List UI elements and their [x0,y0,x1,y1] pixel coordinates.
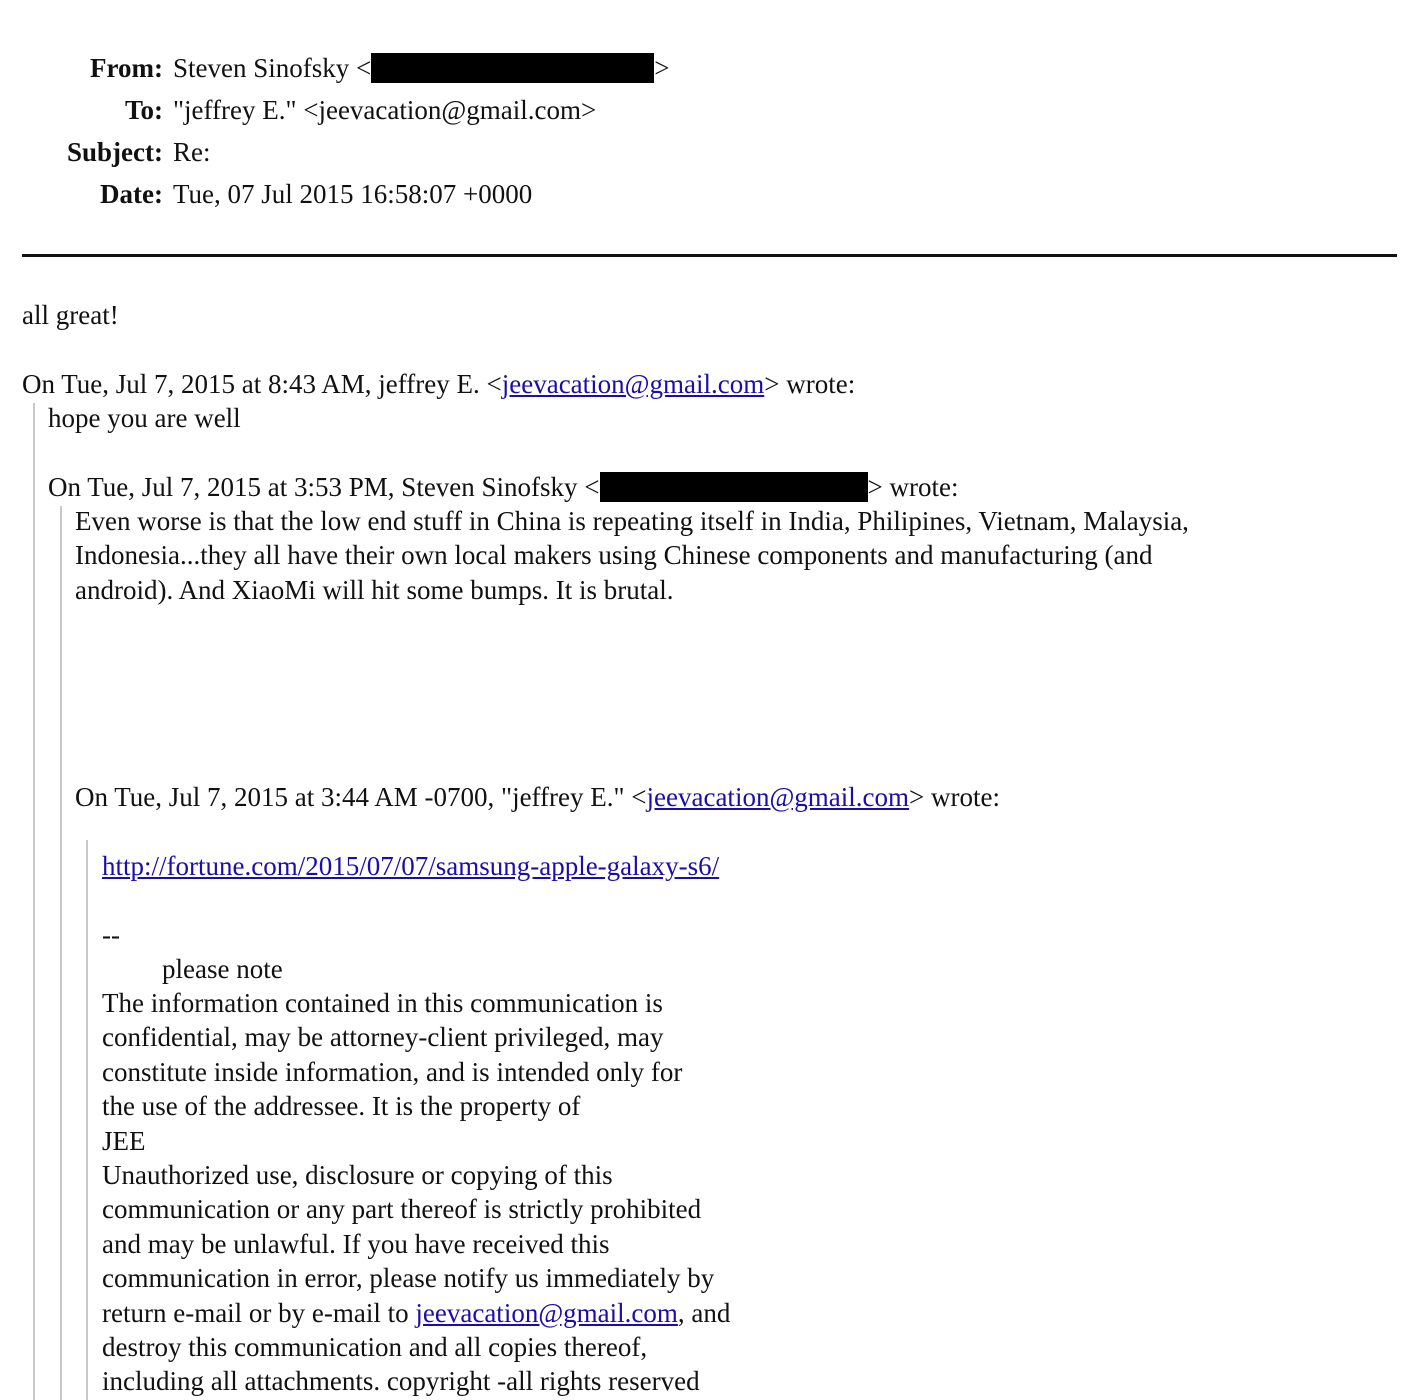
disclaimer-line: constitute inside information, and is intended only for [102,1057,683,1087]
disclaimer-email-prefix: return e-mail or by e-mail to [102,1298,416,1328]
disclaimer-line: The information contained in this communication is [102,988,663,1018]
redacted-email-block [371,53,654,83]
quote1-attribution-prefix: On Tue, Jul 7, 2015 at 8:43 AM, jeffrey E. < [22,369,502,399]
date-label: Date: [100,179,163,209]
quote1-attribution [22,367,855,401]
header-to [0,93,900,127]
subject-label: Subject: [67,137,163,167]
quote1-attribution-suffix: > wrote: [764,369,856,399]
disclaimer-email-link[interactable]: jeevacation@gmail.com [415,1298,678,1328]
disclaimer-line: the use of the addressee. It is the property of [102,1091,581,1121]
quote3-attribution [75,780,1000,814]
header-from [0,51,900,85]
to-value: "jeffrey E." <jeevacation@gmail.com> [173,95,597,125]
header-date [0,177,900,211]
disclaimer-email-line [102,1296,730,1330]
quote2-line-1: Even worse is that the low end stuff in China is repeating itself in India, Philipines, Vietnam, Malaysia, [75,506,1189,536]
from-value-end: > [654,53,670,83]
quote2-attribution-suffix: > wrote: [867,472,959,502]
disclaimer-line: including all attachments. copyright -all rights reserved [102,1366,700,1396]
signature-note: please note [162,954,283,984]
quote1-text: hope you are well [48,403,241,433]
quote1-bar [33,403,35,1400]
from-label: From: [90,53,163,83]
disclaimer-line: communication in error, please notify us immediately by [102,1263,715,1293]
header-subject [0,135,900,169]
disclaimer-line: communication or any part thereof is strictly prohibited [102,1194,702,1224]
quote3-email-link[interactable]: jeevacation@gmail.com [646,782,910,812]
quote2-line-2: Indonesia...they all have their own local makers using Chinese components and manufacturing (and [75,540,1153,570]
to-label: To: [124,95,163,125]
disclaimer-line: Unauthorized use, disclosure or copying of this [102,1160,613,1190]
quote3-bar [86,840,88,1400]
from-name: Steven Sinofsky < [173,53,372,83]
quote2-attribution [48,470,959,504]
quote1-email-link[interactable]: jeevacation@gmail.com [501,369,765,399]
disclaimer-line: JEE [102,1126,146,1156]
redacted-email-block [600,472,868,502]
reply-text: all great! [22,300,119,330]
quote3-attribution-suffix: > wrote: [909,782,1000,812]
header-divider [22,254,1397,257]
signature-separator: -- [102,920,120,950]
disclaimer-email-suffix: , and [677,1298,731,1328]
disclaimer-line: and may be unlawful. If you have received this [102,1229,610,1259]
subject-value: Re: [173,137,211,167]
quote2-attribution-prefix: On Tue, Jul 7, 2015 at 3:53 PM, Steven Sinofsky < [48,472,600,502]
disclaimer-line: destroy this communication and all copies thereof, [102,1332,648,1362]
disclaimer-line: confidential, may be attorney-client privileged, may [102,1022,664,1052]
quote2-bar [60,506,62,1400]
from-value [173,51,669,85]
article-link-row [102,849,719,883]
date-value: Tue, 07 Jul 2015 16:58:07 +0000 [173,179,533,209]
quote3-attribution-prefix: On Tue, Jul 7, 2015 at 3:44 AM -0700, "jeffrey E." < [75,782,647,812]
quote2-line-3: android). And XiaoMi will hit some bumps. It is brutal. [75,575,674,605]
article-link[interactable]: http://fortune.com/2015/07/07/samsung-apple-galaxy-s6/ [102,851,720,881]
